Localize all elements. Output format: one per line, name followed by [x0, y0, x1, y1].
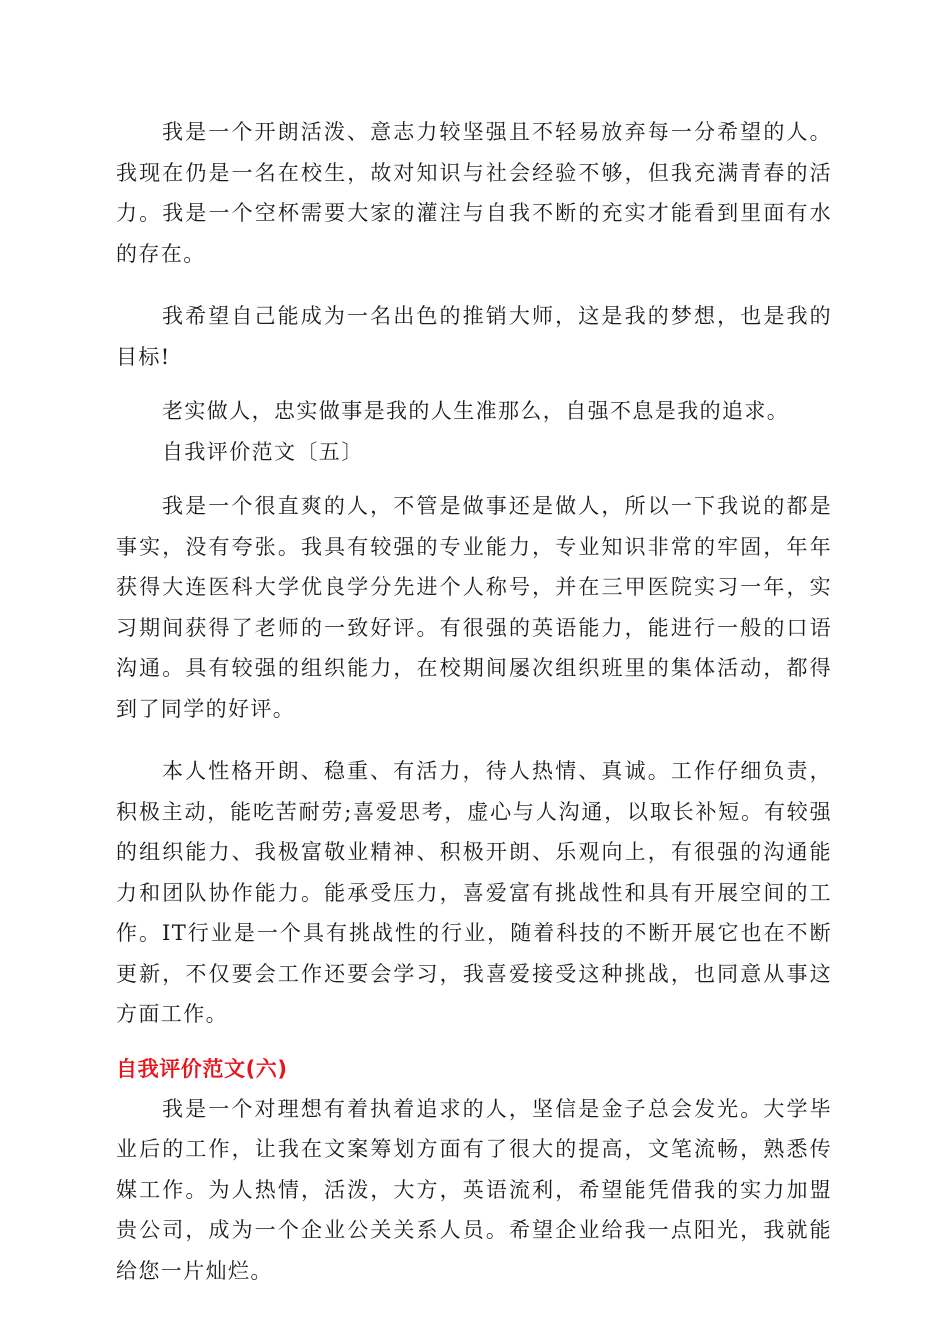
intro-paragraph-2: 我希望自己能成为一名出色的推销大师，这是我的梦想，也是我的目标!	[116, 304, 832, 369]
section-six-paragraph-1: 我是一个对理想有着执着追求的人，坚信是金子总会发光。大学毕业后的工作，让我在文案筹划方面有了很大的提高，文笔流畅，熟悉传媒工作。为人热情，活泼，大方，英语流利，希望能凭借我的实力加盟贵公司，成为一个企业公关关系人员。希望企业给我一点阳光，我就能给您一片灿烂。	[116, 1096, 832, 1283]
section-five-paragraph-1: 我是一个很直爽的人，不管是做事还是做人，所以一下我说的都是事实，没有夸张。我具有较强的专业能力，专业知识非常的牢固，年年获得大连医科大学优良学分先进个人称号，并在三甲医院实习一年，实习期间获得了老师的一致好评。有很强的英语能力，能进行一般的口语沟通。具有较强的组织能力，在校期间屡次组织班里的集体活动，都得到了同学的好评。	[116, 494, 832, 721]
section-five-heading: 自我评价范文〔五〕	[162, 439, 364, 464]
intro-paragraph-3: 老实做人，忠实做事是我的人生准那么，自强不息是我的追求。	[162, 399, 790, 423]
intro-paragraph-1: 我是一个开朗活泼、意志力较坚强且不轻易放弃每一分希望的人。我现在仍是一名在校生，故对知识与社会经验不够，但我充满青春的活力。我是一个空杯需要大家的灌注与自我不断的充实才能看到里面有水的存在。	[116, 120, 832, 266]
section-six-heading: 自我评价范文(六)	[116, 1056, 288, 1081]
section-five-paragraph-2: 本人性格开朗、稳重、有活力，待人热情、真诚。工作仔细负责，积极主动，能吃苦耐劳;喜爱思考，虚心与人沟通，以取长补短。有较强的组织能力、我极富敬业精神、积极开朗、乐观向上，有很强的沟通能力和团队协作能力。能承受压力，喜爱富有挑战性和具有开展空间的工作。IT行业是一个具有挑战性的行业，随着科技的不断开展它也在不断更新，不仅要会工作还要会学习，我喜爱接受这种挑战，也同意从事这方面工作。	[116, 759, 832, 1026]
